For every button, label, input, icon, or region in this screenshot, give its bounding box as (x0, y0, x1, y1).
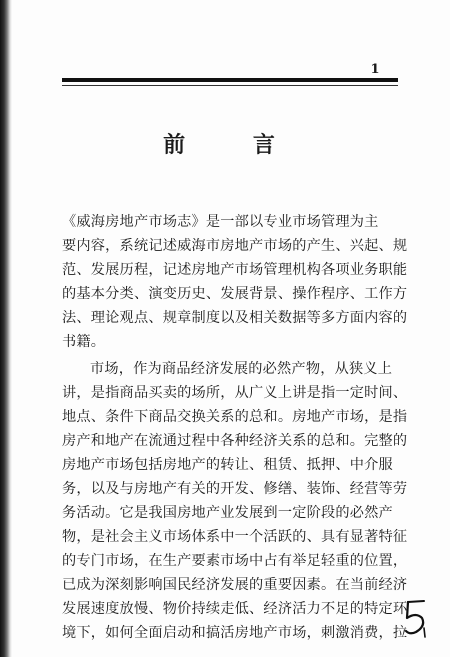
handwritten-mark (402, 598, 432, 638)
text-line: 的专门市场，在生产要素市场中占有举足轻重的位置， (62, 553, 408, 569)
text-line: 地点、条件下商品交换关系的总和。房地产市场，是指 (62, 409, 408, 425)
text-line: 的基本分类、演变历史、发展背景、操作程序、工作方 (62, 286, 408, 302)
paragraph-1 (62, 210, 408, 354)
text-line: 房产和地产在流通过程中各种经济关系的总和。完整的 (62, 433, 408, 449)
header-rule-thin (62, 85, 398, 86)
page-number: 1 (370, 62, 380, 77)
text-line: 物，是社会主义市场体系中一个活跃的、具有显著特征 (62, 529, 408, 545)
text-line: 务活动。它是我国房地产业发展到一定阶段的必然产 (62, 505, 393, 521)
text-line: 发展速度放慢、物价持续走低、经济活力不足的特定环 (62, 601, 408, 617)
text-line: 要内容，系统记述威海市房地产市场的产生、兴起、规 (62, 238, 408, 254)
text-line: 范、发展历程，记述房地产市场管理机构各项业务职能 (62, 262, 408, 278)
text-line: 务，以及与房地产有关的开发、修缮、装饰、经营等劳 (62, 481, 408, 497)
text-line: 《威海房地产市场志》是一部以专业市场管理为主 (62, 214, 379, 230)
header-rule-thick (62, 78, 398, 82)
page-binding-edge (0, 0, 12, 657)
text-line: 讲，是指商品买卖的场所，从广义上讲是指一定时间、 (62, 385, 408, 401)
text-line: 已成为深刻影响国民经济发展的重要因素。在当前经济 (62, 577, 408, 593)
text-line: 境下，如何全面启动和搞活房地产市场，刺激消费，拉 (62, 625, 408, 641)
paragraph-2 (62, 357, 408, 645)
text-line: 市场，作为商品经济发展的必然产物，从狭义上 (90, 361, 393, 377)
text-line: 房地产市场包括房地产的转让、租赁、抵押、中介服 (62, 457, 393, 473)
text-line: 书籍。 (62, 334, 106, 350)
body-text (62, 210, 408, 645)
text-line: 法、理论观点、规章制度以及相关数据等多方面内容的 (62, 310, 408, 326)
page-title: 前 言 (163, 133, 305, 158)
